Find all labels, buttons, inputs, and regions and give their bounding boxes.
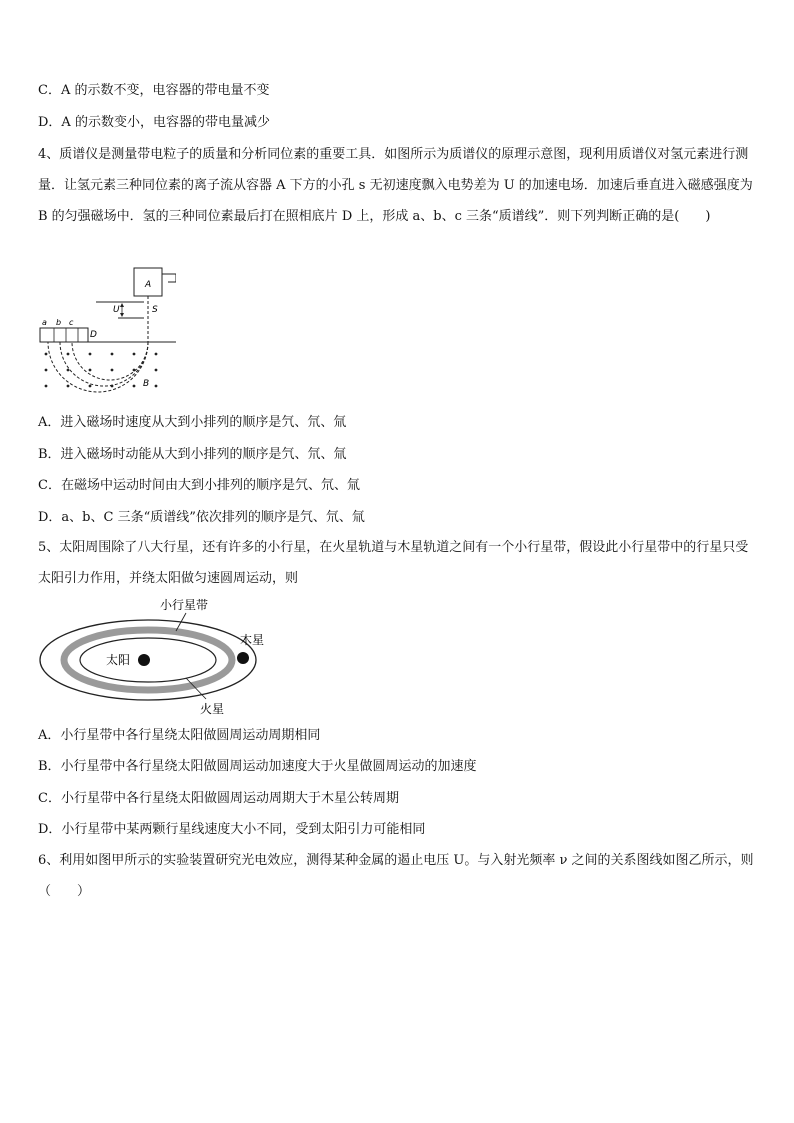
q3-option-d: D．A 的示数变小，电容器的带电量减少 <box>38 115 270 130</box>
q6-stem: 6、利用如图甲所示的实验装置研究光电效应，测得某种金属的遏止电压 U。与入射光频率 ν 之间的关系图线如图乙所示，则（ ） <box>38 853 754 899</box>
label-a-container: A <box>145 280 152 290</box>
q5-stem: 5、太阳周围除了八大行星，还有许多的小行星，在火星轨道与木星轨道之间有一个小行星带，假设此小行星带中的行星只受太阳引力作用，并绕太阳做匀速圆周运动，则 <box>38 540 749 586</box>
q4-option-d: D．a、b、C 三条“质谱线”依次排列的顺序是氕、氘、氚 <box>38 510 365 525</box>
q3-option-c: C．A 的示数不变，电容器的带电量不变 <box>38 83 270 98</box>
label-u: U <box>113 305 120 315</box>
q4-option-c: C．在磁场中运动时间由大到小排列的顺序是氕、氘、氚 <box>38 478 360 493</box>
label-line-a: a <box>42 318 47 327</box>
label-line-b: b <box>56 318 62 327</box>
label-jupiter: 木星 <box>240 633 265 647</box>
q4-option-a: A．进入磁场时速度从大到小排列的顺序是氕、氘、氚 <box>38 415 347 430</box>
label-line-c: c <box>69 318 74 327</box>
label-sun: 太阳 <box>106 653 131 667</box>
label-plate-d: D <box>90 330 97 340</box>
q5-option-a: A．小行星带中各行星绕太阳做圆周运动周期相同 <box>38 728 321 743</box>
label-b-field: B <box>143 379 150 389</box>
q4-option-b: B．进入磁场时动能从大到小排列的顺序是氕、氘、氚 <box>38 447 347 462</box>
q5-option-d: D．小行星带中某两颗行星线速度大小不同，受到太阳引力可能相同 <box>38 822 426 837</box>
label-s: S <box>152 305 158 315</box>
label-mars: 火星 <box>200 702 225 716</box>
asteroid-belt-diagram <box>36 596 276 720</box>
q4-stem: 4、质谱仪是测量带电粒子的质量和分析同位素的重要工具．如图所示为质谱仪的原理示意图，现利用质谱仪对氢元素进行测量．让氢元素三种同位素的离子流从容器 A 下方的小孔 s 无初速度飘入电势差为 U 的加速电场．加速后垂直进入磁感强度为 B 的匀强磁场中．氢的三种同位素最后打在照相底片 D 上，形成 a、b、c 三条“质谱线”．则下列判断正确的是( ) <box>38 147 753 224</box>
q5-option-b: B．小行星带中各行星绕太阳做圆周运动加速度大于火星做圆周运动的加速度 <box>38 759 477 774</box>
label-asteroid-belt: 小行星带 <box>160 598 209 612</box>
q5-option-c: C．小行星带中各行星绕太阳做圆周运动周期大于木星公转周期 <box>38 791 399 806</box>
mass-spectrometer-diagram <box>36 266 176 400</box>
